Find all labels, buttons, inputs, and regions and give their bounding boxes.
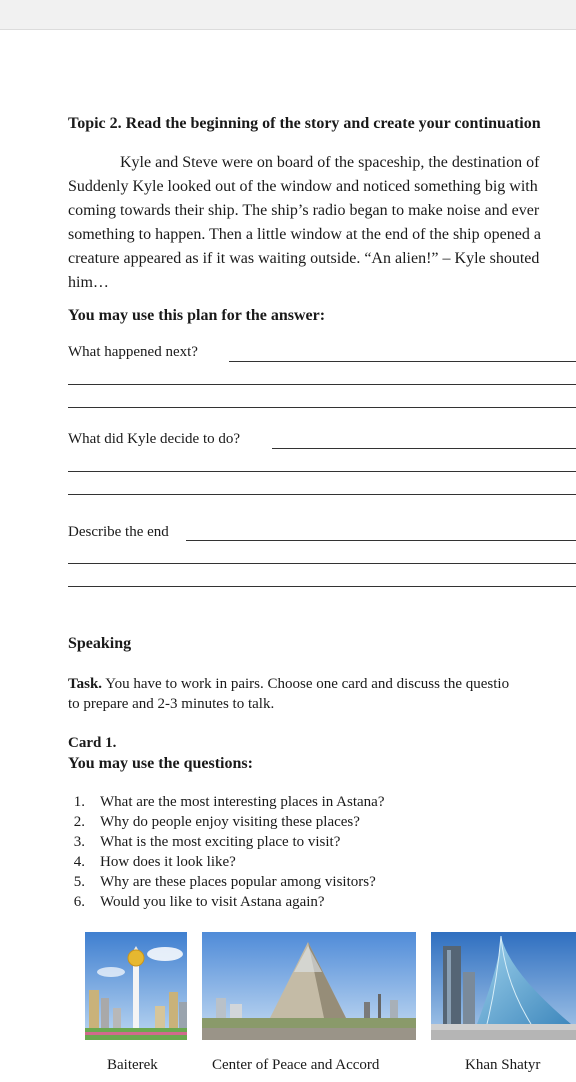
pyramid-photo-icon: [202, 932, 416, 1040]
answer-line: [272, 448, 576, 449]
story-line-3: coming towards their ship. The ship’s radio began to make noise and ever: [68, 202, 540, 219]
baiterek-photo: [85, 932, 187, 1040]
speaking-heading: Speaking: [68, 635, 132, 652]
story-line-5: creature appeared as if it was waiting outside. “An alien!” – Kyle shouted: [68, 250, 540, 267]
answer-line: [68, 586, 576, 587]
plan-prompt-2: What did Kyle decide to do?: [68, 431, 241, 447]
answer-line: [68, 384, 576, 385]
question-text: Would you like to visit Astana again?: [100, 894, 325, 910]
question-number: 5.: [73, 874, 85, 890]
document-page: [0, 30, 576, 1082]
answer-line: [68, 494, 576, 495]
task-line-1: [68, 676, 509, 693]
questions-heading: You may use the questions:: [68, 755, 253, 772]
khan-shatyr-photo: [431, 932, 576, 1040]
question-number: 2.: [73, 814, 85, 830]
card-title: Card 1.: [68, 735, 117, 751]
answer-line: [186, 540, 576, 541]
story-line-6: him…: [68, 274, 109, 291]
baiterek-tower-photo-icon: [85, 932, 187, 1040]
answer-line: [229, 361, 576, 362]
answer-line: [68, 407, 576, 408]
plan-prompt-1: What happened next?: [68, 344, 198, 360]
question-number: 3.: [73, 834, 85, 850]
task-text: You have to work in pairs. Choose one card and discuss the questio: [102, 676, 510, 692]
story-line-4: something to happen. Then a little window at the end of the ship opened a: [68, 226, 541, 243]
photo-caption-peace-accord: Center of Peace and Accord: [212, 1057, 380, 1073]
task-line-2: to prepare and 2-3 minutes to talk.: [68, 696, 275, 712]
photo-caption-khan-shatyr: Khan Shatyr: [465, 1057, 541, 1073]
question-text: How does it look like?: [100, 854, 236, 870]
question-number: 6.: [73, 894, 85, 910]
plan-prompt-3: Describe the end: [68, 524, 169, 540]
viewer-toolbar: [0, 0, 576, 30]
answer-line: [68, 471, 576, 472]
story-line-2: Suddenly Kyle looked out of the window and noticed something big with: [68, 178, 538, 195]
answer-line: [68, 563, 576, 564]
pyramid-photo: [202, 932, 416, 1040]
question-text: Why do people enjoy visiting these places?: [100, 814, 360, 830]
photo-caption-baiterek: Baiterek: [107, 1057, 158, 1073]
plan-heading: You may use this plan for the answer:: [68, 307, 326, 324]
khan-shatyr-tent-photo-icon: [431, 932, 576, 1040]
story-line-1: Kyle and Steve were on board of the spaceship, the destination of: [120, 154, 540, 171]
question-number: 1.: [73, 794, 85, 810]
task-label: Task.: [68, 676, 103, 692]
question-number: 4.: [73, 854, 85, 870]
question-text: Why are these places popular among visitors?: [100, 874, 376, 890]
question-text: What are the most interesting places in Astana?: [100, 794, 385, 810]
question-text: What is the most exciting place to visit?: [100, 834, 341, 850]
topic-heading: Topic 2. Read the beginning of the story and create your continuation: [68, 115, 541, 132]
